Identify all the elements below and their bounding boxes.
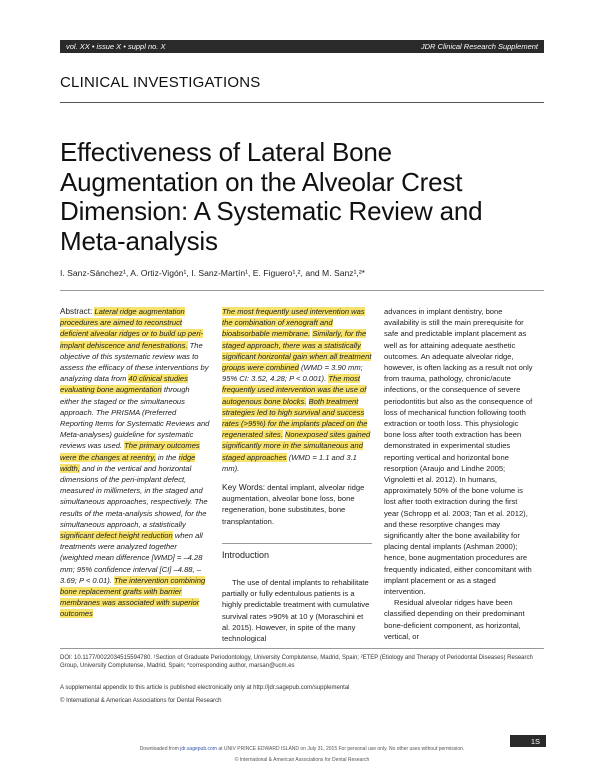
keywords-label: Key Words:	[222, 482, 266, 493]
download-link[interactable]: jdr.sagepub.com	[180, 746, 217, 752]
divider	[60, 290, 544, 291]
abstract-text: through either the staged or the simultaneous approach.	[60, 385, 190, 417]
doi-affiliations: DOI: 10.1177/0022034515594780. ¹Section of Graduate Periodontology, University Complutense, Madrid, Spain; ²ETEP (Etiology and Therapy of Periodontal Diseases) Research Group, University Complutense, Madrid, Spain; *corresponding author, marsan@ucm.es	[60, 655, 533, 670]
copyright-note: © International & American Associations for Dental Research	[234, 757, 370, 763]
highlight: Both treatment strategies led to high survival and success rates (>95%) for the implants placed on the regenerated sites.	[222, 396, 368, 440]
journal-supplement-name: JDR Clinical Research Supplement	[420, 42, 538, 51]
abstract-column-2	[222, 306, 372, 644]
body-paragraph: advances in implant dentistry, bone availability is still the main prerequisite for safe and predictable implant placement as well as for attaining adequate aesthetic outcomes. An adequate alveolar ridge, however, is often lacking as a result not only from trauma, pathology, chronic/acute infections, or the consequence of severe periodontitis but also as the consequence of loss of mechanical function following tooth extraction or tooth loss. This physiologic bone loss after tooth extraction has been demonstrated in experimental studies reporting vertical and horizontal bone resorption (Araujo and Lindhe 2005; Vignoletti et al. 2012). In humans, approximately 50% of the bone volume is lost after tooth extraction during the first year (Schropp et al. 2003; Tan et al. 2012), and these resorptive changes may significantly alter the bone availability for placing dental implants (Ashman 2000); hence, bone augmentation procedures are frequently indicated, either concomitant with implant placement or as a staged intervention.	[384, 307, 533, 597]
section-label: CLINICAL INVESTIGATIONS	[60, 74, 261, 91]
download-note	[60, 746, 544, 752]
highlight: Lateral ridge augmentation procedures are aimed to reconstruct deficient alveolar ridges or to build up peri-implant dehiscence and fenestrations.	[60, 307, 204, 350]
keywords-text: dental implant, alveolar ridge augmentation, alveolar bone loss, bone regeneration, bone substitutes, bone transplantation.	[222, 483, 365, 526]
abstract-text: and in the vertical and horizontal dimensions of the peri-implant defect, measured in millimeters, in the staged and simultaneous approaches, respectively. The results of the meta-analysis showed, for the simultaneous approach, a statistically	[60, 463, 208, 529]
highlight: significant defect height reduction	[60, 531, 173, 541]
abstract-text: (WMD = 3.90 mm; 95% CI: 3.52, 4.28; P < 0.001).	[222, 363, 363, 384]
article-title: Effectiveness of Lateral Bone Augmentation on the Alveolar Crest Dimension: A Systematic Review and Meta-analysis	[60, 137, 483, 256]
divider	[222, 543, 372, 544]
author-list: I. Sanz-Sánchez¹, A. Ortiz-Vigón¹, I. Sanz-Martín¹, E. Figuero¹,², and M. Sanz¹,²*	[60, 268, 366, 278]
highlight: The primary outcomes were the changes at reentry,	[60, 441, 200, 462]
abstract-text: The PRISMA (Preferred Reporting Items for Systematic Reviews and Meta-analyses) guideline for systematic reviews was used.	[60, 407, 210, 451]
introduction-text: The use of dental implants to rehabilitate partially or fully edentulous patients is a highly predictable treatment with cumulative survival rates >90% at 10 y (Moraschini et al. 2015). However, in spite of the many technological	[222, 578, 370, 644]
journal-header-bar	[60, 40, 544, 53]
divider	[60, 648, 544, 649]
supplemental-note: A supplemental appendix to this article is published electronically only at http://jdr.sagepub.com/supplemental	[60, 685, 350, 691]
highlight: The most frequently used intervention was the combination of xenograft and bioabsorbable membrane.	[222, 307, 365, 339]
highlight: The most frequently used intervention was the use of autogenous bone blocks.	[222, 374, 367, 406]
download-prefix: Downloaded from	[139, 746, 179, 752]
introduction-heading: Introduction	[222, 549, 270, 560]
keywords	[222, 482, 372, 527]
body-column-3	[384, 306, 534, 642]
abstract-text: when all treatments were analyzed together (weighted mean difference [WMD] = –4.28 mm; 95% confidence interval [CI] –4.88, –3.69; P < 0.01).	[60, 531, 203, 585]
highlight: Similarly, for the staged approach, there was a statistically significant horizontal gain when all treatment groups were combined	[222, 329, 372, 373]
download-suffix: at UNIV PRINCE EDWARD ISLAND on July 31, 2015 For personal use only. No other uses without permission.	[218, 746, 465, 752]
abstract-text: The objective of this systematic review was to assess the efficacy of these interventions by analyzing data from	[60, 340, 209, 384]
issue-info: vol. XX • issue X • suppl no. X	[66, 42, 166, 51]
body-paragraph: Residual alveolar ridges have been classified depending on their predominant bone-deficient component, as horizontal, vertical, or	[384, 598, 525, 641]
highlight: The intervention combining bone replacement grafts with barrier membranes was associated with superior outcomes	[60, 575, 206, 619]
divider	[60, 102, 544, 103]
copyright: © International & American Associations for Dental Research	[60, 698, 222, 704]
highlight: 40 clinical studies evaluating bone augmentation	[60, 374, 188, 395]
abstract-label: Abstract:	[60, 307, 93, 316]
highlight: Nonexposed sites gained significantly more in the simultaneous and staged approaches	[222, 430, 371, 462]
page-number: 1S	[510, 735, 546, 747]
abstract-text: (WMD = 1.1 and 3.1 mm).	[222, 452, 357, 473]
abstract-column-1	[60, 306, 210, 620]
highlight: ridge width,	[60, 452, 196, 473]
abstract-text: in the	[157, 452, 177, 462]
